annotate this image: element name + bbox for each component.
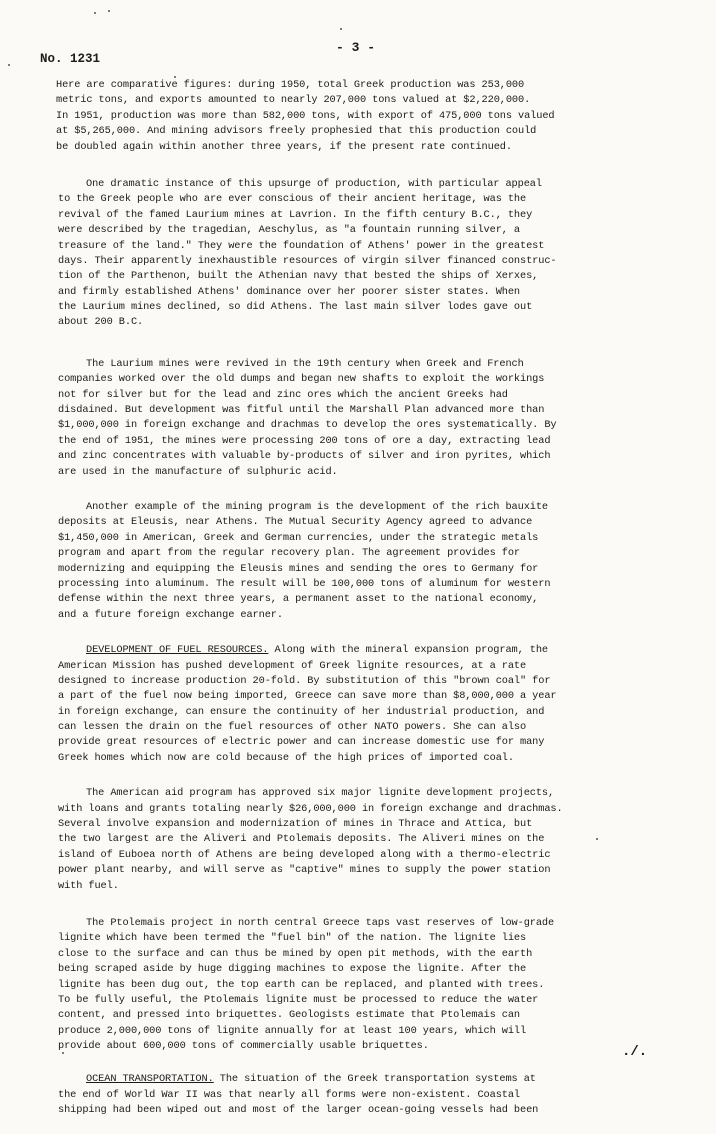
text-line: were described by the tragedian, Aeschylus, as "a fountain running silver, a [58, 224, 521, 237]
text-line: power plant nearby, and will serve as "captive" mines to supply the power station [58, 864, 551, 877]
text-run: Along with the mineral expansion program, the [268, 644, 549, 657]
text-line: and zinc concentrates with valuable by-products of silver and iron pyrites, which [58, 450, 551, 463]
paper-speck [94, 12, 96, 14]
paper-speck [340, 28, 342, 30]
text-line: The Ptolemais project in north central Greece taps vast reserves of low-grade [86, 916, 555, 929]
text-line: The American aid program has approved six major lignite development projects, [86, 787, 555, 800]
text-line: Greek homes which now are cold because of the high prices of imported coal. [58, 751, 514, 764]
text-line: island of Euboea north of Athens are being developed along with a thermo-electric [58, 848, 551, 861]
text-line: the Laurium mines declined, so did Athens. The last main silver lodes gave out [58, 301, 533, 314]
text-line [58, 1072, 716, 1087]
text-line: Several involve expansion and modernization of mines in Thrace and Attica, but [58, 818, 533, 831]
text-line [58, 643, 716, 658]
text-line: tion of the Parthenon, built the Athenian navy that bested the ships of Xerxes, [58, 270, 539, 283]
paragraph-laurium-history [58, 177, 716, 331]
text-line: close to the surface and can thus be mined by open pit methods, with the earth [58, 947, 533, 960]
text-line: at $5,265,000. And mining advisors freely prophesied that this production could [56, 125, 537, 138]
text-run: The situation of the Greek transportation systems at [213, 1073, 536, 1086]
paragraph-eleusis-bauxite [58, 500, 716, 623]
text-line: a part of the fuel now being imported, Greece can save more than $8,000,000 a year [58, 690, 557, 703]
text-line: deposits at Eleusis, near Athens. The Mutual Security Agency agreed to advance [58, 516, 533, 529]
text-line: shipping had been wiped out and most of the larger ocean-going vessels had been [58, 1104, 539, 1117]
text-line: companies worked over the old dumps and began new shafts to exploit the workings [58, 373, 545, 386]
text-line: $1,000,000 in foreign exchange and drachmas to develop the ores systematically. By [58, 419, 557, 432]
paragraph-laurium-revival [58, 357, 716, 480]
text-line: $1,450,000 in American, Greek and German currencies, under the strategic metals [58, 531, 539, 544]
text-line: days. Their apparently inexhaustible resources of virgin silver financed construc- [58, 254, 557, 267]
document-number: No. 1231 [40, 52, 101, 66]
text-line: lignite has been dug out, the top earth can be replaced, and planted with trees. [58, 978, 545, 991]
text-line: to the Greek people who are ever conscious of their ancient heritage, was the [58, 193, 527, 206]
paper-speck [8, 64, 10, 66]
document-body [58, 78, 716, 1134]
text-line: One dramatic instance of this upsurge of production, with particular appeal [86, 177, 542, 190]
paragraph-comparative-figures [56, 78, 716, 155]
text-line: revival of the famed Laurium mines at Lavrion. In the fifth century B.C., they [58, 208, 533, 221]
text-line: not for silver but for the lead and zinc ores which the ancient Greeks had [58, 388, 508, 401]
text-line: disdained. But development was fitful until the Marshall Plan advanced more than [58, 404, 545, 417]
section-heading-ocean-transportation: OCEAN TRANSPORTATION. [86, 1073, 214, 1086]
text-line: with fuel. [58, 879, 119, 892]
text-line: and firmly established Athens' dominance over her poorer sister states. When [58, 285, 521, 298]
paragraph-fuel-resources [58, 643, 716, 766]
section-heading-fuel-resources: DEVELOPMENT OF FUEL RESOURCES. [86, 644, 269, 657]
text-line: defense within the next three years, a permanent asset to the national economy, [58, 593, 539, 606]
text-line: American Mission has pushed development of Greek lignite resources, at a rate [58, 659, 527, 672]
text-line: can lessen the drain on the fuel resources of other NATO powers. She can also [58, 721, 527, 734]
text-line: are used in the manufacture of sulphuric acid. [58, 465, 338, 478]
text-line: produce 2,000,000 tons of lignite annually for at least 100 years, which will [58, 1024, 527, 1037]
text-line: the end of World War II was that nearly all forms were non-existent. Coastal [58, 1088, 521, 1101]
text-line: provide great resources of electric power and can increase domestic use for many [58, 736, 545, 749]
paragraph-lignite-projects [58, 786, 716, 894]
continuation-mark: ./. [622, 1044, 648, 1060]
text-line: the two largest are the Aliveri and Ptolemais deposits. The Aliveri mines on the [58, 833, 545, 846]
text-line: content, and pressed into briquettes. Geologists estimate that Ptolemais can [58, 1009, 521, 1022]
paper-speck [108, 10, 110, 12]
text-line: processing into aluminum. The result will be 100,000 tons of aluminum for western [58, 577, 551, 590]
text-line: The Laurium mines were revived in the 19th century when Greek and French [86, 357, 524, 370]
text-line: provide about 600,000 tons of commercially usable briquettes. [58, 1040, 429, 1053]
text-line: modernizing and equipping the Eleusis mines and sending the ores to Germany for [58, 562, 539, 575]
text-line: program and apart from the regular recovery plan. The agreement provides for [58, 547, 521, 560]
text-line: To be fully useful, the Ptolemais lignite must be processed to reduce the water [58, 993, 539, 1006]
page-number: - 3 - [336, 40, 376, 55]
text-line: Another example of the mining program is the development of the rich bauxite [86, 500, 549, 513]
text-line: designed to increase production 20-fold. By substitution of this "brown coal" for [58, 674, 551, 687]
text-line: the end of 1951, the mines were processing 200 tons of ore a day, extracting lead [58, 434, 551, 447]
text-line: and a future foreign exchange earner. [58, 608, 283, 621]
text-line: about 200 B.C. [58, 316, 144, 329]
text-line: Here are comparative figures: during 1950, total Greek production was 253,000 [56, 79, 525, 91]
text-line: treasure of the land." They were the foundation of Athens' power in the greatest [58, 239, 545, 252]
text-line: in foreign exchange, can ensure the continuity of her industrial production, and [58, 705, 545, 718]
text-line: In 1951, production was more than 582,000 tons, with export of 475,000 tons valued [56, 109, 555, 122]
paragraph-ptolemais-project [58, 916, 716, 1055]
text-line: be doubled again within another three years, if the present rate continued. [56, 140, 512, 153]
text-line: being scraped aside by huge digging machines to expose the lignite. After the [58, 963, 527, 976]
text-line: metric tons, and exports amounted to nearly 207,000 tons valued at $2,220,000. [56, 94, 531, 107]
text-line: lignite which have been termed the "fuel bin" of the nation. The lignite lies [58, 932, 527, 945]
text-line: with loans and grants totaling nearly $26,000,000 in foreign exchange and drachmas. [58, 802, 563, 815]
paragraph-ocean-transportation [58, 1072, 716, 1118]
